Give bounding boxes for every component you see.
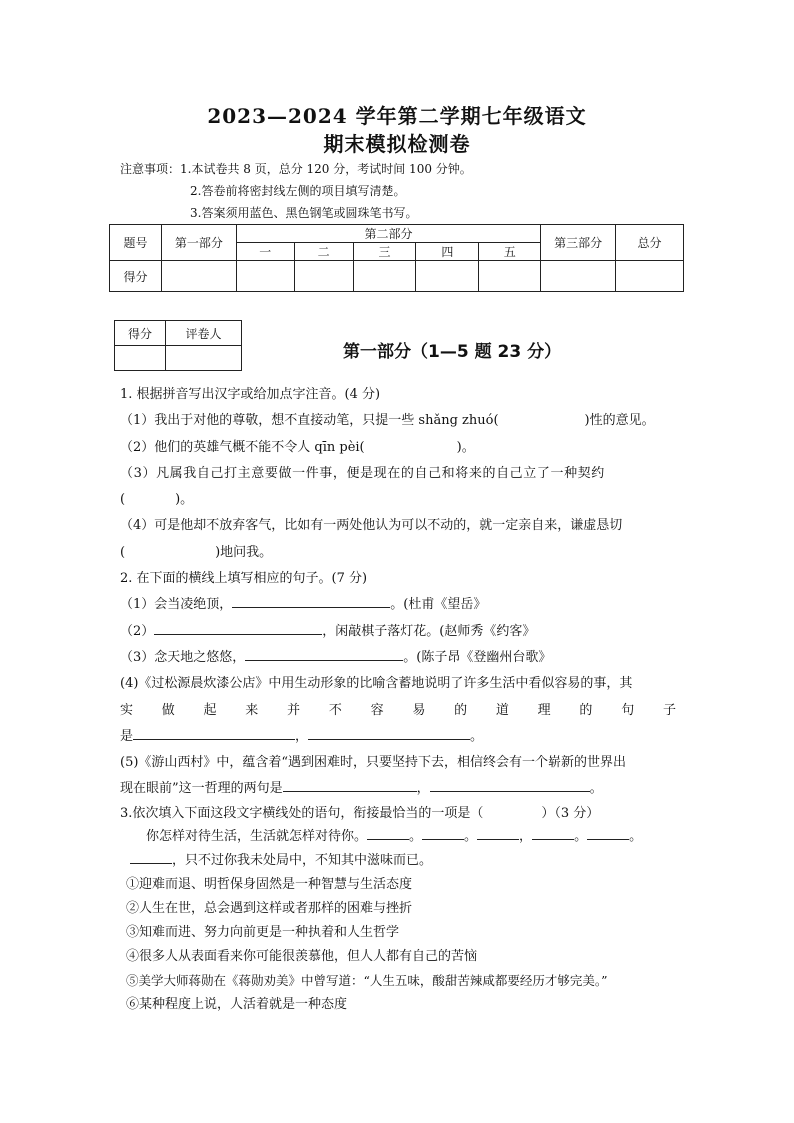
q1-item-1-post: )性的意见。 (584, 413, 655, 429)
char: 做 (161, 702, 175, 718)
fill-line[interactable] (245, 646, 403, 661)
fill-line[interactable] (587, 825, 629, 840)
header-sub-2: 二 (294, 243, 353, 261)
q2-item-5-mid: ， (416, 781, 430, 797)
header-tihao: 题号 (110, 225, 162, 261)
q2-item-2 (120, 619, 676, 645)
q2-item-4-line1: (4)《过松源晨炊漆公店》中用生动形象的比喻含蓄地说明了许多生活中看似容易的事，其 (120, 676, 633, 692)
q1-item-4: （4）可是他却不放弃客气，比如有一两处他认为可以不动的，就一定亲自来，谦虚恳切 (120, 518, 623, 534)
punct: 。 (409, 828, 423, 844)
char: 容 (370, 702, 384, 718)
score-cell[interactable] (479, 261, 541, 292)
q1-item-3-close: )。 (175, 492, 194, 508)
q2-item-1 (120, 592, 676, 618)
q1-item-4-close: )地问我。 (215, 544, 273, 560)
fill-line[interactable] (154, 620, 322, 635)
punct: 。 (629, 828, 643, 844)
char: 的 (454, 702, 468, 718)
score-cell[interactable] (353, 261, 416, 292)
q2-item-4-post: 。 (470, 728, 484, 744)
char: 道 (495, 702, 509, 718)
q1-item-1 (120, 408, 676, 434)
header-sub-1: 一 (236, 243, 294, 261)
q1-item-3: （3）凡属我自己打主意要做一件事，便是现在的自己和将来的自己立了一种契约 (120, 465, 605, 481)
q3-options (120, 873, 676, 1017)
char: 起 (203, 702, 217, 718)
q2-item-1-post: 。(杜甫《望岳》 (390, 597, 487, 613)
char: 子 (662, 702, 676, 718)
fill-line[interactable] (422, 825, 464, 840)
char: 易 (412, 702, 426, 718)
char: 来 (245, 702, 259, 718)
header-part2: 第二部分 (236, 225, 540, 243)
char: 句 (621, 702, 635, 718)
fill-line[interactable] (232, 593, 390, 608)
q2-item-4-line3 (120, 724, 676, 750)
grader-label: 评卷人 (166, 321, 242, 346)
exam-subtitle: 期末模拟检测卷 (323, 132, 471, 156)
q3-option-5: ⑤美学大师蒋勋在《蒋勋劝美》中曾写道：“人生五味，酸甜苦辣咸都要经历才够完美。” (126, 972, 608, 988)
fill-line[interactable] (130, 849, 172, 864)
q3-option-3: ③知难而进、努力向前更是一种执着和人生哲学 (126, 924, 400, 940)
q2-item-4-pre: 是 (120, 728, 134, 744)
char: 的 (579, 702, 593, 718)
fill-line[interactable] (367, 825, 409, 840)
header-part1: 第一部分 (161, 225, 236, 261)
punct: 。 (574, 828, 588, 844)
score-cell[interactable] (616, 261, 684, 292)
score-cell[interactable] (236, 261, 294, 292)
punct: ， (519, 828, 533, 844)
part1-title: 第一部分（1—5 题 23 分） (343, 342, 562, 362)
q2-item-3 (120, 645, 676, 671)
questions (120, 382, 676, 1017)
score-cell[interactable] (161, 261, 236, 292)
q1-item-2 (120, 435, 676, 461)
q1-item-3-open: ( (120, 492, 126, 508)
fill-line[interactable] (133, 725, 295, 740)
q2-item-5-line1: (5)《游山西村》中，蕴含着“遇到困难时，只要坚持下去，相信终会有一个崭新的世界出 (120, 755, 627, 771)
char: 实 (120, 702, 134, 718)
q1-item-4-open: ( (120, 544, 126, 560)
q1-item-3-blank (120, 487, 676, 513)
q1-stem: 1. 根据拼音写出汉字或给加点字注音。(4 分) (120, 387, 381, 402)
note-1: 注意事项：1.本试卷共 8 页，总分 120 分，考试时间 100 分钟。 (120, 162, 472, 176)
grader-table (114, 320, 242, 371)
q3-passage-lead: 你怎样对待生活，生活就怎样对待你。 (146, 828, 368, 844)
q2-item-5-line2 (120, 776, 676, 802)
q1-item-1-pre: （1）我出于对他的尊敬，想不直接动笔，只提一些 shǎng zhuó( (120, 413, 499, 429)
punct: 。 (464, 828, 478, 844)
fill-line[interactable] (308, 725, 470, 740)
row-defen-label: 得分 (110, 261, 162, 292)
q1-item-4-blank (120, 540, 676, 566)
fill-line[interactable] (532, 825, 574, 840)
q3-passage-2 (120, 849, 676, 873)
score-cell[interactable] (294, 261, 353, 292)
q2-item-2-pre: （2） (120, 623, 155, 639)
q3-passage-tail: ，只不过你我未处局中，不知其中滋味而已。 (172, 852, 433, 868)
grader-score-label: 得分 (115, 321, 166, 346)
score-cell[interactable] (541, 261, 616, 292)
q2-item-5-post: 。 (589, 781, 603, 797)
fill-line[interactable] (283, 777, 417, 792)
exam-notes (120, 158, 472, 224)
header-part3: 第三部分 (541, 225, 616, 261)
q2-item-3-pre: （3）念天地之悠悠， (120, 649, 246, 665)
q2-item-2-post: ，闲敲棋子落灯花。(赵师秀《约客》 (322, 623, 536, 639)
q3-stem (120, 803, 676, 825)
fill-line[interactable] (430, 777, 590, 792)
q2-item-3-post: 。(陈子昂《登幽州台歌》 (403, 649, 552, 665)
char: 并 (287, 702, 301, 718)
header-sub-3: 三 (353, 243, 416, 261)
q2-item-4-mid: ， (295, 728, 309, 744)
q3-option-6: ⑥某种程度上说，人活着就是一种态度 (126, 996, 348, 1012)
q3-stem-post: ）（3 分） (541, 805, 600, 821)
q2-item-4-line2 (120, 698, 676, 724)
q2-item-5-pre: 现在眼前”这一哲理的两句是 (120, 781, 283, 797)
note-3: 3.答案须用蓝色、黑色钢笔或圆珠笔书写。 (190, 206, 418, 220)
score-cell[interactable] (416, 261, 479, 292)
q3-passage-1 (120, 825, 676, 849)
q2-item-1-pre: （1）会当凌绝顶， (120, 597, 233, 613)
grader-name-cell[interactable] (166, 346, 242, 371)
q3-stem-pre: 3.依次填入下面这段文字横线处的语句，衔接最恰当的一项是（ (120, 805, 484, 821)
q3-option-4: ④很多人从表面看来你可能很羡慕他，但人人都有自己的苦恼 (126, 948, 478, 964)
char: 不 (328, 702, 342, 718)
q3-option-1: ①迎难而退、明哲保身固然是一种智慧与生活态度 (126, 876, 413, 892)
q2-stem: 2. 在下面的横线上填写相应的句子。(7 分) (120, 571, 368, 587)
exam-title: 2023—2024 学年第二学期七年级语文 (207, 104, 587, 128)
grader-score-cell[interactable] (115, 346, 166, 371)
fill-line[interactable] (477, 825, 519, 840)
note-2: 2.答卷前将密封线左侧的项目填写清楚。 (190, 184, 406, 198)
score-table (109, 224, 684, 292)
header-sub-5: 五 (479, 243, 541, 261)
header-total: 总分 (616, 225, 684, 261)
q3-option-2: ②人生在世，总会遇到这样或者那样的困难与挫折 (126, 900, 413, 916)
header-sub-4: 四 (416, 243, 479, 261)
q1-item-2-post: )。 (456, 439, 475, 455)
q1-item-2-pre: （2）他们的英雄气概不能不令人 qīn pèi( (120, 439, 365, 455)
char: 理 (537, 702, 551, 718)
